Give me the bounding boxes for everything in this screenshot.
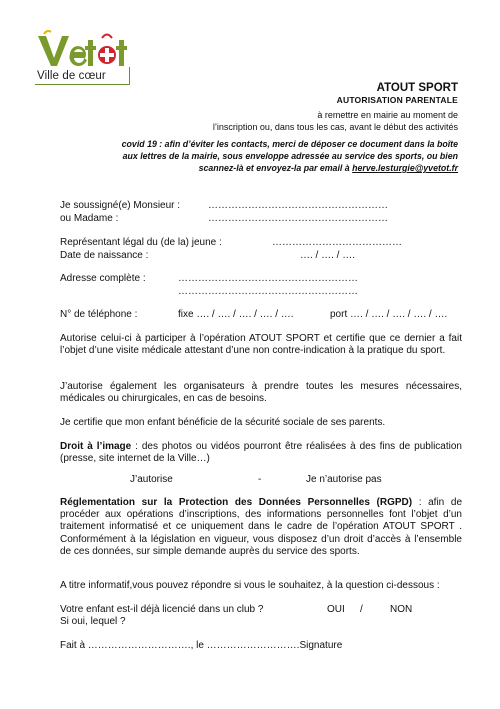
covid-line: aux lettres de la mairie, sous enveloppe adressée au service des sports, ou bien: [122, 151, 458, 161]
securite-paragraph: Je certifie que mon enfant bénéficie de la sécurité sociale de ses parents.: [60, 417, 386, 428]
representant-field[interactable]: …………………………………: [272, 237, 402, 248]
adresse-label: Adresse complète :: [60, 273, 146, 284]
adresse-field-line2[interactable]: ………………………………………………: [178, 286, 358, 297]
naissance-field[interactable]: …. / …. / ….: [300, 250, 356, 261]
covid-line: covid 19 : afin d’éviter les contacts, merci de déposer ce document dans la boîte: [121, 139, 458, 149]
remit-line: à remettre en mairie au moment de: [317, 110, 458, 120]
remit-line: l’inscription ou, dans tous les cas, avant le début des activités: [212, 122, 458, 132]
club-question: Si oui, lequel ?: [60, 616, 126, 627]
oui-option[interactable]: OUI: [327, 604, 345, 615]
madame-field[interactable]: ………………………………………………: [208, 213, 388, 224]
telephone-fixe-field[interactable]: fixe …. / …. / …. / …. / ….: [178, 309, 294, 320]
logo-tagline: Ville de cœur: [37, 70, 106, 82]
droit-image-title: Droit à l’image: [60, 441, 132, 452]
informatif-paragraph: A titre informatif,vous pouvez répondre si vous le souhaitez, à la question ci-dessous :: [60, 580, 440, 591]
soussigne-field[interactable]: ………………………………………………: [208, 200, 388, 211]
rgpd-paragraph: [60, 497, 462, 558]
organisateurs-paragraph: J’autorise également les organisateurs à prendre toutes les mesures nécessaires, médicales ou chirurgicales, en cas de besoins.: [60, 381, 462, 405]
soussigne-label: Je soussigné(e) Monsieur :: [60, 200, 181, 211]
licence-question: Votre enfant est-il déjà licencié dans un club ?: [60, 604, 264, 615]
option-separator: -: [258, 474, 262, 485]
document-subtitle: AUTORISATION PARENTALE: [336, 95, 458, 105]
vetot-logo: [36, 30, 130, 68]
covid-line-prefix: scannez-là et envoyez-la par email à: [198, 163, 353, 173]
document-title: ATOUT SPORT: [376, 82, 458, 94]
rgpd-text: : afin de procéder aux opérations d’inscriptions, des informations personnelles font l’objet d’un traitement informatisé et ce uniquement dans le cadre de l’opération ATOUT SPORT . Conformément à la législation en vigueur, vous disposez d’un droit d’accès à l’ensemble de ces données, sur simple demande auprès du service des sports.: [60, 497, 463, 557]
covid-line: [122, 162, 458, 174]
naissance-label: Date de naissance :: [60, 250, 149, 261]
droit-image-text: : des photos ou vidéos pourront être réalisées à des fins de publication (presse, site internet de la Ville…): [60, 441, 462, 465]
telephone-port-field[interactable]: port …. / …. / …. / …. / ….: [330, 309, 448, 320]
representant-label: Représentant légal du (de la) jeune :: [60, 237, 222, 248]
option-slash: /: [360, 604, 363, 615]
non-option[interactable]: NON: [390, 604, 413, 615]
droit-image-paragraph: [60, 441, 462, 465]
telephone-label: N° de téléphone :: [60, 309, 138, 320]
rgpd-title: Réglementation sur la Protection des Données Personnelles (RGPD): [60, 497, 413, 508]
adresse-field-line1[interactable]: ………………………………………………: [178, 273, 358, 284]
email-link[interactable]: herve.lesturgie@yvetot.fr: [352, 163, 458, 173]
autorisation-paragraph: Autorise celui-ci à participer à l’opération ATOUT SPORT et certifie que ce dernier a fait l’objet d’une visite médicale attestant d’une non contre-indication à la pratique du sport.: [60, 333, 462, 357]
remit-instructions: [213, 109, 458, 133]
madame-label: ou Madame :: [60, 213, 119, 224]
covid-notice: [122, 138, 458, 174]
signature-line[interactable]: Fait à …………………………., le ……………………….Signature: [60, 640, 343, 651]
jnautorise-option[interactable]: Je n’autorise pas: [306, 474, 382, 485]
jautorise-option[interactable]: J’autorise: [130, 474, 173, 485]
